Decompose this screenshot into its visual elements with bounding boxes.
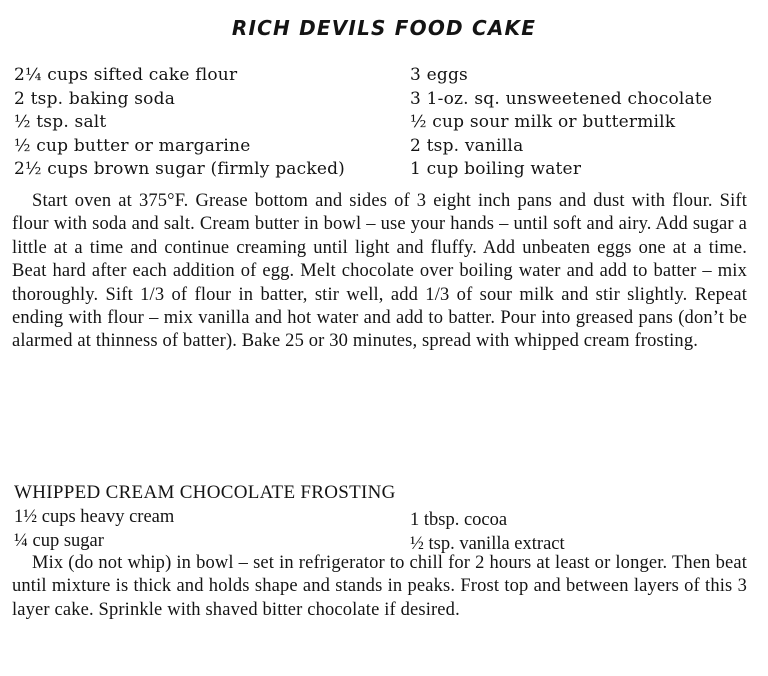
ingredient-item: 1 cup boiling water (410, 159, 582, 179)
ingredient-item: 2 tsp. vanilla (410, 135, 524, 156)
recipe-title: RICH DEVILS FOOD CAKE (231, 16, 537, 40)
ingredient-item: 1½ cups heavy cream (14, 507, 175, 527)
frosting-title: WHIPPED CREAM CHOCOLATE FROSTING (14, 482, 396, 503)
ingredient-item: ½ tsp. vanilla extract (410, 533, 565, 554)
cake-instructions-text: Start oven at 375°F. Grease bottom and sides of 3 eight inch pans and dust with flour. Sift flour with soda and salt. Cream butter in bowl – use your hands – until soft and airy. Add sugar a little at a time and continue creaming until light and fluffy. Add unbeaten eggs one at a time. Beat hard after each addition of egg. Melt chocolate over boiling water and add to batter – mix thoroughly. Sift 1/3 of flour in batter, stir well, add 1/3 of sour milk and stir slightly. Repeat ending with flour – mix vanilla and hot water and add to batter. Pour into greased pans (don’t be alarmed at thinness of batter). Bake 25 or 30 minutes, spread with whipped cream frosting. (12, 191, 747, 352)
cake-ingredients-right (410, 64, 712, 182)
frosting-ingredients-right (410, 509, 565, 556)
frosting-ingredients-left (14, 506, 174, 553)
frosting-instructions (12, 552, 747, 622)
ingredient-item: 3 eggs (410, 65, 468, 85)
ingredient-item: 2 tsp. baking soda (14, 88, 176, 109)
cake-ingredients-left (14, 64, 345, 182)
ingredient-item: ½ cup sour milk or buttermilk (410, 112, 676, 132)
ingredient-item: 2½ cups brown sugar (firmly packed) (14, 159, 346, 179)
frosting-instructions-text: Mix (do not whip) in bowl – set in refrigerator to chill for 2 hours at least or longer. Then beat until mixture is thick and holds shape and stands in peaks. Frost top and between layers of this 3 layer cake. Sprinkle with shaved bitter chocolate if desired. (12, 553, 747, 620)
cake-instructions (12, 190, 747, 354)
ingredient-item: 2¼ cups sifted cake flour (14, 65, 238, 85)
ingredient-item: 1 tbsp. cocoa (410, 510, 508, 530)
ingredient-item: ½ tsp. salt (14, 112, 107, 132)
ingredient-item: ½ cup butter or margarine (14, 135, 251, 156)
ingredient-item: 3 1-oz. sq. unsweetened chocolate (410, 88, 713, 109)
ingredient-item: ¼ cup sugar (14, 530, 104, 551)
